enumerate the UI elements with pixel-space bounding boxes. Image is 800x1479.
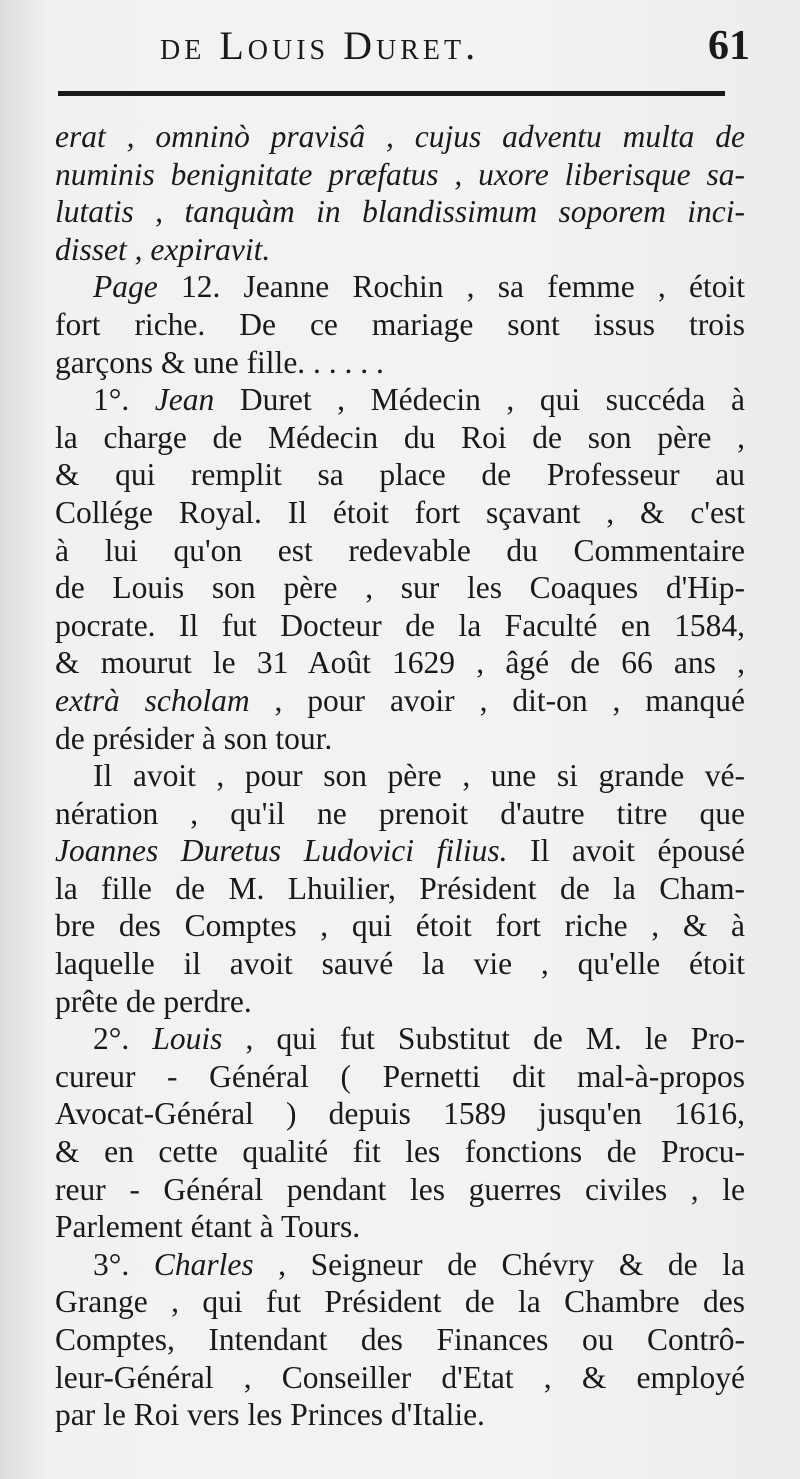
roman-text: de Louis son père , sur les Coaques d'Hip-: [55, 570, 745, 606]
text-line: [55, 1171, 745, 1209]
text-line: [55, 532, 745, 570]
roman-text: prête de perdre.: [55, 983, 252, 1019]
text-line: [55, 644, 745, 682]
roman-text: Comptes, Intendant des Finances ou Contrô-: [55, 1322, 745, 1357]
roman-text: Collége Royal. Il étoit fort sçavant , & c'est: [55, 494, 745, 530]
text-line: [55, 156, 745, 194]
roman-text: 12. Jeanne Rochin , sa femme , étoit: [157, 269, 745, 305]
text-line: [55, 1208, 745, 1246]
text-line: [55, 720, 745, 758]
text-line: [55, 344, 745, 382]
roman-text: bre des Comptes , qui étoit fort riche , & à: [55, 908, 745, 944]
roman-text: à lui qu'on est redevable du Commentaire: [55, 532, 745, 568]
body-text: [55, 118, 745, 1434]
text-line: [55, 682, 745, 720]
roman-text: par le Roi vers les Princes d'Italie.: [55, 1397, 485, 1433]
text-line: [55, 381, 745, 419]
roman-text: 3°.: [93, 1246, 154, 1282]
text-line: [55, 1283, 745, 1321]
text-line: [55, 419, 745, 457]
text-line: [55, 870, 745, 908]
header-rule: [58, 91, 725, 96]
italic-text: erat , omninò pravisâ , cujus adventu multa de: [55, 119, 745, 154]
roman-text: 2°.: [93, 1021, 153, 1057]
italic-text: lutatis , tanquàm in blandissimum soporem inci-: [55, 194, 745, 230]
text-line: [55, 907, 745, 945]
italic-text: disset , expiravit.: [55, 231, 271, 267]
roman-text: Duret , Médecin , qui succéda à: [214, 382, 745, 418]
roman-text: reur - Général pendant les guerres civiles , le: [55, 1171, 745, 1207]
text-line: [55, 494, 745, 532]
text-line: [55, 1396, 745, 1434]
roman-text: , qui fut Substitut de M. le Pro-: [222, 1021, 745, 1057]
roman-text: 1°.: [93, 382, 155, 418]
text-line: [55, 231, 745, 269]
roman-text: garçons & une fille. . . . . .: [55, 344, 384, 380]
italic-text: Charles: [153, 1246, 254, 1282]
text-line: [55, 1095, 745, 1133]
italic-text: numinis benignitate præfatus , uxore liberisque sa-: [55, 156, 745, 192]
roman-text: cureur - Général ( Pernetti dit mal-à-propos: [55, 1058, 745, 1094]
text-line: [55, 1246, 745, 1284]
text-line: [55, 118, 745, 156]
roman-text: Il avoit , pour son père , une si grande vé-: [93, 758, 745, 794]
text-line: [55, 832, 745, 870]
text-line: [55, 983, 745, 1021]
roman-text: & en cette qualité fit les fonctions de Procu-: [55, 1134, 745, 1170]
italic-text: Louis: [152, 1021, 223, 1057]
text-line: [55, 607, 745, 645]
roman-text: , pour avoir , dit-on , manqué: [249, 682, 745, 718]
roman-text: leur-Général , Conseiller d'Etat , & employé: [55, 1359, 745, 1395]
text-line: [55, 1359, 745, 1397]
roman-text: la fille de M. Lhuilier, Président de la Cham-: [55, 870, 745, 906]
italic-text: Jean: [154, 382, 215, 418]
roman-text: la charge de Médecin du Roi de son père ,: [55, 419, 745, 455]
roman-text: & qui remplit sa place de Professeur au: [55, 457, 745, 493]
text-line: [55, 1133, 745, 1171]
text-line: [55, 757, 745, 795]
text-line: [55, 1020, 745, 1058]
roman-text: nération , qu'il ne prenoit d'autre titre que: [55, 795, 745, 831]
running-title: de Louis Duret.: [160, 23, 480, 68]
text-line: [55, 945, 745, 983]
roman-text: laquelle il avoit sauvé la vie , qu'elle étoit: [55, 946, 745, 982]
roman-text: Parlement étant à Tours.: [55, 1209, 361, 1245]
roman-text: & mourut le 31 Août 1629 , âgé de 66 ans ,: [55, 645, 745, 681]
text-line: [55, 1058, 745, 1096]
text-line: [55, 1321, 745, 1359]
italic-text: extrà scholam: [55, 682, 250, 718]
text-line: [55, 306, 745, 344]
roman-text: de présider à son tour.: [55, 720, 333, 756]
roman-text: , Seigneur de Chévry & de la: [253, 1246, 745, 1282]
text-line: [55, 193, 745, 231]
roman-text: Grange , qui fut Président de la Chambre des: [55, 1284, 745, 1320]
italic-text: Joannes Duretus Ludovici filius.: [55, 833, 508, 869]
roman-text: Il avoit épousé: [507, 833, 745, 869]
text-line: [55, 569, 745, 607]
roman-text: fort riche. De ce mariage sont issus trois: [55, 306, 745, 342]
page-number: 61: [708, 23, 750, 69]
running-head: [160, 22, 750, 82]
text-line: [55, 456, 745, 494]
italic-text: Page: [93, 269, 158, 305]
text-line: [55, 795, 745, 833]
roman-text: Avocat-Général ) depuis 1589 jusqu'en 1616,: [55, 1096, 745, 1132]
text-line: [55, 268, 745, 306]
roman-text: pocrate. Il fut Docteur de la Faculté en 1584,: [55, 607, 745, 643]
